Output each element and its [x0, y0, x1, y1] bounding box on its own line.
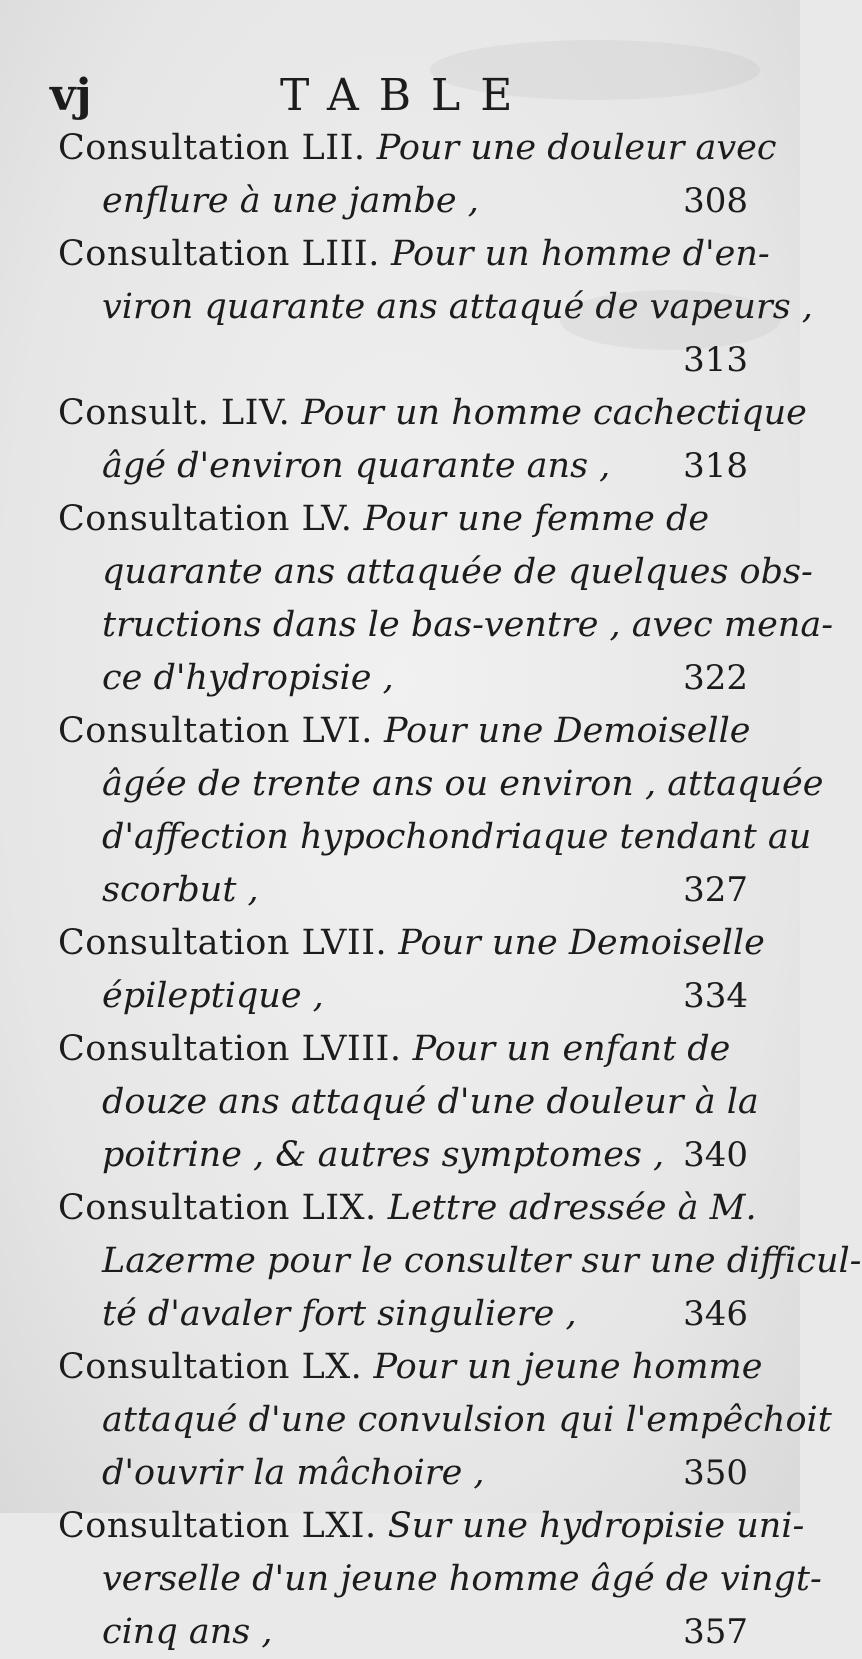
entry-description: Pour une Demoiselle [398, 923, 765, 963]
entry-description: attaqué d'une convulsion qui l'empêchoit [102, 1400, 832, 1440]
entry-description: âgé d'environ quarante ans , [102, 446, 611, 486]
entry-description: viron quarante ans attaqué de vapeurs , [102, 287, 813, 327]
entry-description: épileptique , [102, 976, 324, 1016]
entry-description: enflure à une jambe , [102, 181, 479, 221]
entry-label: Consultation LVII. [58, 923, 388, 963]
entry-description: d'affection hypochondriaque tendant au [102, 817, 812, 857]
toc-entry [58, 1182, 862, 1341]
page-header [0, 66, 800, 126]
entry-description: Pour une douleur avec [376, 128, 777, 168]
entry-description: âgée de trente ans ou environ , attaquée [102, 764, 824, 804]
table-of-contents [58, 122, 862, 1659]
running-title: TABLE [280, 70, 533, 121]
entry-description: Lazerme pour le consulter sur une difficul- [102, 1241, 862, 1281]
entry-label: Consultation LVIII. [58, 1029, 402, 1069]
entry-description: douze ans attaqué d'une douleur à la [102, 1082, 759, 1122]
page-number: 340 [683, 1135, 748, 1175]
entry-label: Consultation LVI. [58, 711, 373, 751]
entry-description: Pour une femme de [363, 499, 710, 539]
entry-label: Consultation LIX. [58, 1188, 377, 1228]
toc-entry [58, 1023, 759, 1182]
entry-label: Consultation LXI. [58, 1506, 377, 1546]
page-number: 346 [683, 1294, 748, 1334]
entry-description: Pour un jeune homme [373, 1347, 763, 1387]
entry-label: Consult. LIV. [58, 393, 291, 433]
entry-label: Consultation LV. [58, 499, 353, 539]
entry-label: Consultation LIII. [58, 234, 380, 274]
toc-entry [58, 387, 807, 493]
toc-entry [58, 917, 765, 1023]
page-number: 334 [683, 976, 748, 1016]
page-number: 327 [683, 870, 748, 910]
entry-label: Consultation LX. [58, 1347, 363, 1387]
folio-number: vj [50, 70, 92, 121]
page-number: 313 [683, 340, 748, 380]
entry-description: tructions dans le bas-ventre , avec mena- [102, 605, 834, 645]
page-number: 322 [683, 658, 748, 698]
entry-description: té d'avaler fort singuliere , [102, 1294, 577, 1334]
toc-entry [58, 1500, 822, 1659]
entry-label: Consultation LII. [58, 128, 366, 168]
toc-entry [58, 1341, 832, 1500]
entry-description: poitrine , & autres symptomes , [102, 1135, 665, 1175]
entry-description: ce d'hydropisie , [102, 658, 394, 698]
entry-description: verselle d'un jeune homme âgé de vingt- [102, 1559, 822, 1599]
entry-description: d'ouvrir la mâchoire , [102, 1453, 485, 1493]
entry-description: Pour une Demoiselle [383, 711, 751, 751]
toc-entry [58, 493, 834, 705]
page-number: 350 [683, 1453, 748, 1493]
entry-description: cinq ans , [102, 1612, 273, 1652]
entry-description: Pour un enfant de [412, 1029, 731, 1069]
entry-description: Pour un homme cachectique [301, 393, 807, 433]
entry-description: scorbut , [102, 870, 259, 910]
entry-description: Pour un homme d'en- [391, 234, 770, 274]
toc-entry [58, 228, 813, 387]
entry-description: quarante ans attaquée de quelques obs- [102, 552, 813, 592]
toc-entry [58, 705, 824, 917]
page-number: 357 [683, 1612, 748, 1652]
entry-description: Lettre adressée à M. [387, 1188, 757, 1228]
toc-entry [58, 122, 777, 228]
page-number: 318 [683, 446, 748, 486]
page-number: 308 [683, 181, 748, 221]
entry-description: Sur une hydropisie uni- [387, 1506, 805, 1546]
